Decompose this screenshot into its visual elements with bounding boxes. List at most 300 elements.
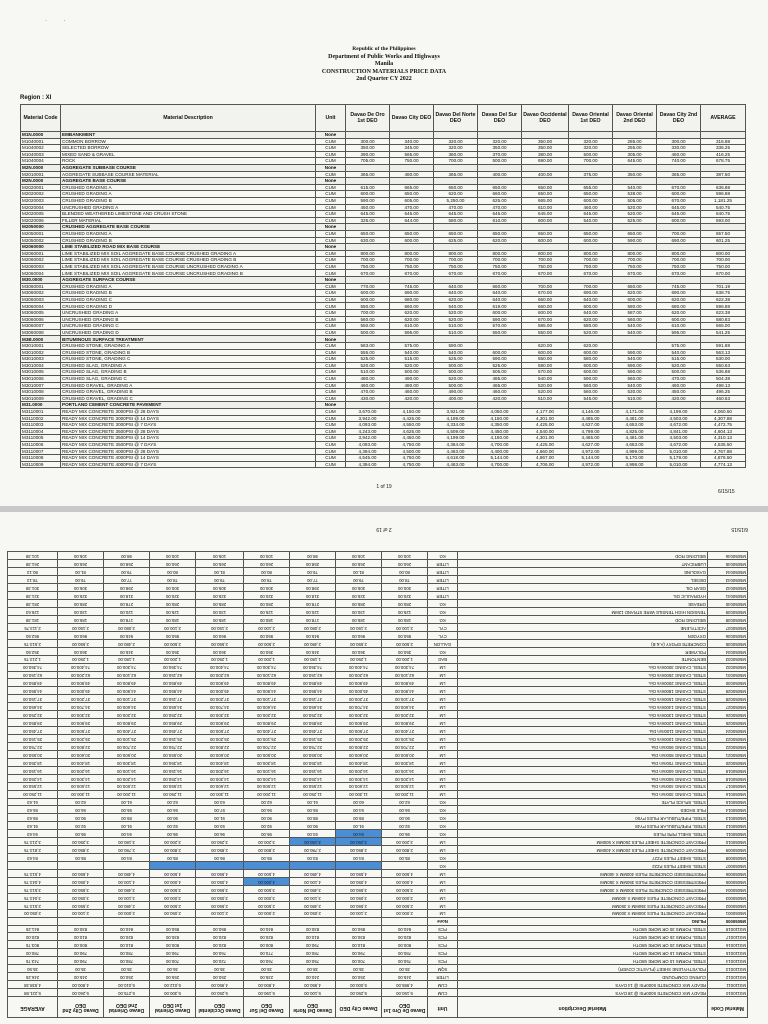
cell-price xyxy=(478,402,522,409)
cell-price: 4,500.00 xyxy=(244,870,290,878)
table-row xyxy=(21,461,746,468)
table-row xyxy=(8,719,748,727)
cell-price: 4,050.00 xyxy=(58,877,104,885)
cell-price: 810.00 xyxy=(336,941,382,949)
cell-desc: AGGREGATE SUBBASE COURSE MATERIAL xyxy=(61,171,316,178)
cell-price: 520.00 xyxy=(346,362,390,369)
cell-price: 670.00 xyxy=(522,290,569,297)
price-table-page-two xyxy=(7,552,748,1019)
cell-price: 960.00 xyxy=(58,631,104,639)
cell-price: 550.00 xyxy=(522,356,569,363)
cell-price: 560.00 xyxy=(346,316,390,323)
cell-price: 644.00 xyxy=(390,217,434,224)
cell-price: 77.00 xyxy=(104,576,150,584)
cell-unit: LM xyxy=(428,909,458,917)
table-row xyxy=(21,329,746,336)
column-header: Material Code xyxy=(21,105,61,132)
cell-price: 4,050.00 xyxy=(336,877,382,885)
cell-unit: CUM xyxy=(428,989,458,997)
cell-desc: BLENDED WEATHERED LIMESTONE AND CRUSH STONE xyxy=(61,211,316,218)
cell-price: 540.00 xyxy=(390,349,434,356)
cell-price: 29,800.00 xyxy=(244,719,290,727)
cell-price: 750.00 xyxy=(522,263,569,270)
cell-price: 2,000.00 xyxy=(244,909,290,917)
cell-price: 460.00 xyxy=(478,389,522,396)
cell-code: M3060008 xyxy=(21,329,61,336)
cell-price: 14,250.00 xyxy=(290,774,336,782)
cell-desc: GREASE xyxy=(458,600,708,608)
cell-average: 91.63 xyxy=(8,822,58,830)
cell-desc: STEEL CASING 2500mm Dia. xyxy=(458,671,708,679)
cell-price xyxy=(346,132,390,139)
cell-price: 125.00 xyxy=(150,608,196,616)
cell-code: M3060007 xyxy=(21,323,61,330)
cell-price: 670.00 xyxy=(657,270,701,277)
cell-price: 590.00 xyxy=(613,369,657,376)
cell-price: 350.00 xyxy=(613,171,657,178)
cell-price: 600.00 xyxy=(569,197,613,204)
table-row xyxy=(8,623,748,631)
table-row xyxy=(21,455,746,462)
cell-average xyxy=(8,917,58,925)
cell-unit: None xyxy=(428,917,458,925)
cell-price: 800.00 xyxy=(346,250,390,257)
cell-code: M5050025 xyxy=(708,719,748,727)
cell-code: M2020006 xyxy=(21,217,61,224)
cell-price: 645.00 xyxy=(657,211,701,218)
cell-average: 4,876.50 xyxy=(701,455,746,462)
cell-price xyxy=(346,402,390,409)
cell-price: 320.00 xyxy=(244,592,290,600)
cell-desc: CRUSHED GRAVEL, GRADING B xyxy=(61,389,316,396)
cell-price: 650.00 xyxy=(613,283,657,290)
cell-unit: CUM xyxy=(316,191,346,198)
cell-code: M3010007 xyxy=(21,382,61,389)
cell-price: 260.00 xyxy=(150,560,196,568)
cell-price: 4,100.00 xyxy=(104,877,150,885)
cell-price: 20,550.00 xyxy=(150,750,196,758)
cell-code: M5050016 xyxy=(708,790,748,798)
cell-price: 650.00 xyxy=(434,230,478,237)
cell-price: 120.00 xyxy=(290,608,336,616)
cell-price: 650.00 xyxy=(390,191,434,198)
cell-price: 640.00 xyxy=(569,296,613,303)
cell-price: 180.00 xyxy=(150,616,196,624)
cell-price: 545.00 xyxy=(569,395,613,402)
cell-average: 25,150.00 xyxy=(8,735,58,743)
cell-price: 4,425.00 xyxy=(522,441,569,448)
cell-desc: CRUSHED GRADING B xyxy=(61,197,316,204)
cell-price: 27,500.00 xyxy=(336,727,382,735)
cell-price: 300.00 xyxy=(657,138,701,145)
cell-price: 720.00 xyxy=(196,957,244,965)
cell-average xyxy=(701,277,746,284)
table-row xyxy=(8,949,748,957)
cell-price: 125.00 xyxy=(244,608,290,616)
cell-price: 820.00 xyxy=(104,933,150,941)
cell-price: 820.00 xyxy=(196,933,244,941)
cell-price xyxy=(346,224,390,231)
cell-unit: CUM xyxy=(316,310,346,317)
cell-price: 1,200.00 xyxy=(244,655,290,663)
page-two-rotated xyxy=(0,512,768,1024)
cell-unit: LM xyxy=(428,727,458,735)
cell-price: 86.00 xyxy=(196,854,244,862)
cell-average: 580.83 xyxy=(701,316,746,323)
cell-desc: READY MIX CONCRETE 3000PSI @ 14 DAYS xyxy=(61,415,316,422)
table-row xyxy=(8,584,748,592)
cell-price: 1,180.00 xyxy=(104,655,150,663)
cell-price xyxy=(522,336,569,343)
table-row xyxy=(8,838,748,846)
table-row xyxy=(8,663,748,671)
cell-price xyxy=(657,336,701,343)
cell-price xyxy=(657,224,701,231)
cell-unit: LM xyxy=(428,711,458,719)
cell-price: 14,200.00 xyxy=(104,774,150,782)
cell-price xyxy=(104,862,150,870)
cell-price xyxy=(346,277,390,284)
cell-price: 11,200.00 xyxy=(104,790,150,798)
cell-price: 12,500.00 xyxy=(244,782,290,790)
cell-unit: CUM xyxy=(316,362,346,369)
cell-price xyxy=(290,917,336,925)
cell-price: 4,672.00 xyxy=(657,441,701,448)
cell-price: 590.00 xyxy=(478,316,522,323)
cell-unit: CUM xyxy=(316,435,346,442)
cell-price: 4,093.00 xyxy=(346,441,390,448)
cell-price xyxy=(346,244,390,251)
cell-price: 96.00 xyxy=(196,830,244,838)
cell-price xyxy=(522,244,569,251)
table-row xyxy=(8,965,748,973)
cell-price: 645.00 xyxy=(522,211,569,218)
cell-price: 20,500.00 xyxy=(382,750,428,758)
cell-price: 90.00 xyxy=(290,822,336,830)
cell-price: 780.00 xyxy=(104,957,150,965)
cell-price: 320.00 xyxy=(569,145,613,152)
cell-price xyxy=(522,402,569,409)
table-row xyxy=(8,854,748,862)
cell-price xyxy=(478,132,522,139)
cell-price xyxy=(522,132,569,139)
cell-average: 550.63 xyxy=(701,362,746,369)
table-row xyxy=(21,408,746,415)
cell-price: 800.00 xyxy=(244,941,290,949)
cell-unit: LM xyxy=(428,782,458,790)
cell-unit: LM xyxy=(428,790,458,798)
cell-price: 14,300.00 xyxy=(58,774,104,782)
cell-price: 780.00 xyxy=(104,949,150,957)
cell-unit: LITER xyxy=(428,592,458,600)
cell-code: M5050036 xyxy=(708,631,748,639)
cell-average: 536.88 xyxy=(701,369,746,376)
cell-desc: CRUSHED GRADING A xyxy=(61,230,316,237)
cell-price: 4,500.00 xyxy=(382,870,428,878)
cell-price: 700.00 xyxy=(434,257,478,264)
cell-average: 89.63 xyxy=(8,814,58,822)
cell-price: 5,100.00 xyxy=(290,989,336,997)
cell-price: 18,300.00 xyxy=(244,758,290,766)
cell-price: 5,190.00 xyxy=(244,989,290,997)
cell-price: 130.00 xyxy=(336,608,382,616)
cell-price: 645.00 xyxy=(478,211,522,218)
table-row xyxy=(21,323,746,330)
cell-price: 56.00 xyxy=(244,806,290,814)
table-row xyxy=(21,191,746,198)
cell-price: 640.00 xyxy=(478,296,522,303)
cell-price: 84.00 xyxy=(336,854,382,862)
cell-price: 5,150.00 xyxy=(382,989,428,997)
cell-price: 690.00 xyxy=(569,290,613,297)
cell-price xyxy=(569,164,613,171)
cell-price: 770.00 xyxy=(244,949,290,957)
cell-average: 701.19 xyxy=(701,283,746,290)
cell-price xyxy=(336,862,382,870)
cell-price xyxy=(613,402,657,409)
cell-price: 460.00 xyxy=(346,382,390,389)
cell-average: 4,043.75 xyxy=(8,877,58,885)
cell-price: 2,150.00 xyxy=(196,623,244,631)
column-header: Davao Oriental 2nd DEO xyxy=(104,997,150,1018)
cell-desc: POLYETHYLENE SHEET (PLASTIC COVER) xyxy=(458,965,708,973)
cell-price xyxy=(613,277,657,284)
cell-price: 81.00 xyxy=(336,568,382,576)
cell-price: 470.00 xyxy=(434,204,478,211)
cell-price: 80.00 xyxy=(382,568,428,576)
cell-desc: CONCRETE EPOXY (A & B) xyxy=(458,639,708,647)
cell-desc: CRUSHED GRADING B xyxy=(61,290,316,297)
cell-price: 34,650.00 xyxy=(150,703,196,711)
cell-price xyxy=(434,132,478,139)
cell-code: M5050044 xyxy=(708,568,748,576)
cell-price: 1,200.00 xyxy=(150,655,196,663)
column-header: Davao Del Sur DEO xyxy=(244,997,290,1018)
cell-unit: KG xyxy=(428,830,458,838)
cell-price: 3,942.00 xyxy=(346,435,390,442)
cell-price: 27,400.00 xyxy=(382,727,428,735)
cell-price: 44,900.00 xyxy=(244,687,290,695)
cell-price: 4,500.00 xyxy=(390,448,434,455)
cell-desc: PORTLAND CEMENT CONCRETE PAVEMENT xyxy=(61,402,316,409)
column-header: Davao Occidental DEO xyxy=(522,105,569,132)
cell-price xyxy=(478,277,522,284)
cell-unit: CUM xyxy=(316,428,346,435)
cell-price: 510.00 xyxy=(522,395,569,402)
cell-price: 45,000.00 xyxy=(196,687,244,695)
cell-price: 600.00 xyxy=(657,217,701,224)
cell-desc: CRUSHED GRAVEL, GRADING C xyxy=(61,395,316,402)
cell-price: 32,200.00 xyxy=(104,711,150,719)
cell-code: M5050024 xyxy=(708,727,748,735)
table-row xyxy=(21,145,746,152)
cell-price: 800.00 xyxy=(382,941,428,949)
cell-price: 600.00 xyxy=(569,369,613,376)
cell-price: 320.00 xyxy=(569,138,613,145)
cell-price: 1,250.00 xyxy=(336,655,382,663)
cell-code: M2050002 xyxy=(21,237,61,244)
cell-price: 4,503.00 xyxy=(657,415,701,422)
cell-price: 2,550.00 xyxy=(336,639,382,647)
cell-price: 945.00 xyxy=(290,631,336,639)
cell-price: 520.00 xyxy=(613,211,657,218)
cell-code: M3060002 xyxy=(21,290,61,297)
cell-price: 62,150.00 xyxy=(290,671,336,679)
cell-price: 35.00 xyxy=(336,965,382,973)
cell-unit: CUM xyxy=(316,145,346,152)
cell-price xyxy=(434,244,478,251)
cell-price: 550.00 xyxy=(346,323,390,330)
cell-price: 16,100.00 xyxy=(104,766,150,774)
cell-price: 5,000.00 xyxy=(336,981,382,989)
cell-price: 22,800.00 xyxy=(336,743,382,751)
cell-price: 62,100.00 xyxy=(382,671,428,679)
cell-price: 44,950.00 xyxy=(150,687,196,695)
group-row xyxy=(21,402,746,409)
cell-price: 32,250.00 xyxy=(150,711,196,719)
cell-price: 4,481.00 xyxy=(613,415,657,422)
cell-price: 680.00 xyxy=(657,303,701,310)
cell-price xyxy=(434,277,478,284)
cell-unit: KG xyxy=(428,616,458,624)
cell-price: 625.00 xyxy=(478,197,522,204)
cell-desc: STEEL CASING 1200mm Dia. xyxy=(458,719,708,727)
cell-price: 800.00 xyxy=(390,250,434,257)
cell-unit: None xyxy=(316,132,346,139)
cell-code: M5050018 xyxy=(708,774,748,782)
cell-price: 645.00 xyxy=(434,211,478,218)
cell-code: M5050027 xyxy=(708,703,748,711)
cell-price: 2,550.00 xyxy=(336,901,382,909)
cell-price: 620.00 xyxy=(390,310,434,317)
cell-unit: LM xyxy=(428,750,458,758)
cell-price: 750.00 xyxy=(434,263,478,270)
cell-price: 590.00 xyxy=(569,375,613,382)
cell-code: M5050045 xyxy=(708,560,748,568)
cell-price: 5,170.00 xyxy=(613,455,657,462)
cell-price: 480.00 xyxy=(390,382,434,389)
cell-average: 32,250.00 xyxy=(8,711,58,719)
cell-price: 4,481.00 xyxy=(613,435,657,442)
cell-price: 45,000.00 xyxy=(58,687,104,695)
cell-price: 25,100.00 xyxy=(244,735,290,743)
cell-desc: PRESTRESSED CONCRETE PILES 400MM X 400MM xyxy=(458,870,708,878)
cell-average: 496.25 xyxy=(701,389,746,396)
cell-price: 645.00 xyxy=(613,158,657,165)
cell-unit: CUM xyxy=(316,389,346,396)
cell-price: 790.00 xyxy=(290,941,336,949)
cell-desc: READY MIX CONCRETE 4000PSI @ 28 DAYS xyxy=(61,448,316,455)
cell-unit: CUM xyxy=(316,382,346,389)
cell-price xyxy=(613,224,657,231)
cell-average: 80.13 xyxy=(8,568,58,576)
cell-price: 74,350.00 xyxy=(150,663,196,671)
cell-price xyxy=(613,178,657,185)
cell-price: 4,199.00 xyxy=(434,415,478,422)
cell-price: 4,050.00 xyxy=(196,877,244,885)
cell-price: 37,100.00 xyxy=(382,695,428,703)
table-body xyxy=(21,132,746,468)
cell-average: 352.50 xyxy=(8,647,58,655)
cell-unit: None xyxy=(316,244,346,251)
cell-desc: STEEL CASING 400mm Dia. xyxy=(458,782,708,790)
cell-average: 14,250.00 xyxy=(8,774,58,782)
cell-price: 470.00 xyxy=(390,204,434,211)
cell-price: 4,301.00 xyxy=(522,415,569,422)
cell-price: 25,200.00 xyxy=(336,735,382,743)
cell-price: 700.00 xyxy=(569,283,613,290)
column-header: Material Description xyxy=(61,105,316,132)
cell-price: 590.00 xyxy=(613,237,657,244)
cell-price xyxy=(478,224,522,231)
table-row xyxy=(21,395,746,402)
cell-price: 4,199.00 xyxy=(434,435,478,442)
cell-average: 4,060.50 xyxy=(701,408,746,415)
cell-price: 49,800.00 xyxy=(382,679,428,687)
cell-unit: PCS xyxy=(428,925,458,933)
cell-price: 650.00 xyxy=(569,230,613,237)
cell-price: 515.00 xyxy=(390,356,434,363)
cell-price: 2,850.00 xyxy=(196,846,244,854)
cell-price: 590.00 xyxy=(613,362,657,369)
cell-average: 638.75 xyxy=(701,290,746,297)
table-row xyxy=(8,901,748,909)
cell-code: M3010002 xyxy=(21,349,61,356)
cell-code: M3010008 xyxy=(21,389,61,396)
cell-price: 350.00 xyxy=(522,145,569,152)
cell-desc: STEEL SHEET PILES PZ22 xyxy=(458,862,708,870)
cell-average: 541.25 xyxy=(701,329,746,336)
cell-price: 850.00 xyxy=(336,925,382,933)
cell-unit: None xyxy=(316,164,346,171)
cell-price: 810.00 xyxy=(290,933,336,941)
cell-price: 650.00 xyxy=(346,230,390,237)
cell-price: 750.00 xyxy=(613,263,657,270)
cell-price: 490.00 xyxy=(390,375,434,382)
cell-price: 3,100.00 xyxy=(104,893,150,901)
cell-code: M5050023 xyxy=(708,735,748,743)
cell-price: 85.00 xyxy=(382,854,428,862)
table-row xyxy=(21,283,746,290)
cell-price: 670.00 xyxy=(613,270,657,277)
cell-price: 600.00 xyxy=(569,303,613,310)
cell-price: 325.00 xyxy=(58,592,104,600)
cell-price: 92.00 xyxy=(244,822,290,830)
cell-unit: PCS xyxy=(428,933,458,941)
cell-price: 79.00 xyxy=(196,576,244,584)
cell-price xyxy=(613,132,657,139)
cell-price: 305.00 xyxy=(336,584,382,592)
cell-price: 2,050.00 xyxy=(290,909,336,917)
cell-desc: LUBRICANT xyxy=(458,560,708,568)
cell-price: 2,000.00 xyxy=(382,909,428,917)
cell-desc: PRESTRESSED CONCRETE PILES 300MM X 300MM xyxy=(458,885,708,893)
cell-price: 49,900.00 xyxy=(58,679,104,687)
cell-price: 12,600.00 xyxy=(196,782,244,790)
cell-price: 20,500.00 xyxy=(104,750,150,758)
cell-code: M5050038 xyxy=(708,616,748,624)
cell-average: 636.88 xyxy=(701,184,746,191)
cell-unit: CUM xyxy=(316,356,346,363)
cell-unit: LM xyxy=(428,893,458,901)
cell-price: 700.00 xyxy=(569,158,613,165)
cell-price: 670.00 xyxy=(478,270,522,277)
cell-price: 4,750.00 xyxy=(390,461,434,468)
cell-price: 650.00 xyxy=(522,184,569,191)
header-period: 2nd Quarter CY 2022 xyxy=(356,76,412,82)
cell-price: 20,500.00 xyxy=(244,750,290,758)
cell-price: 22,800.00 xyxy=(196,743,244,751)
